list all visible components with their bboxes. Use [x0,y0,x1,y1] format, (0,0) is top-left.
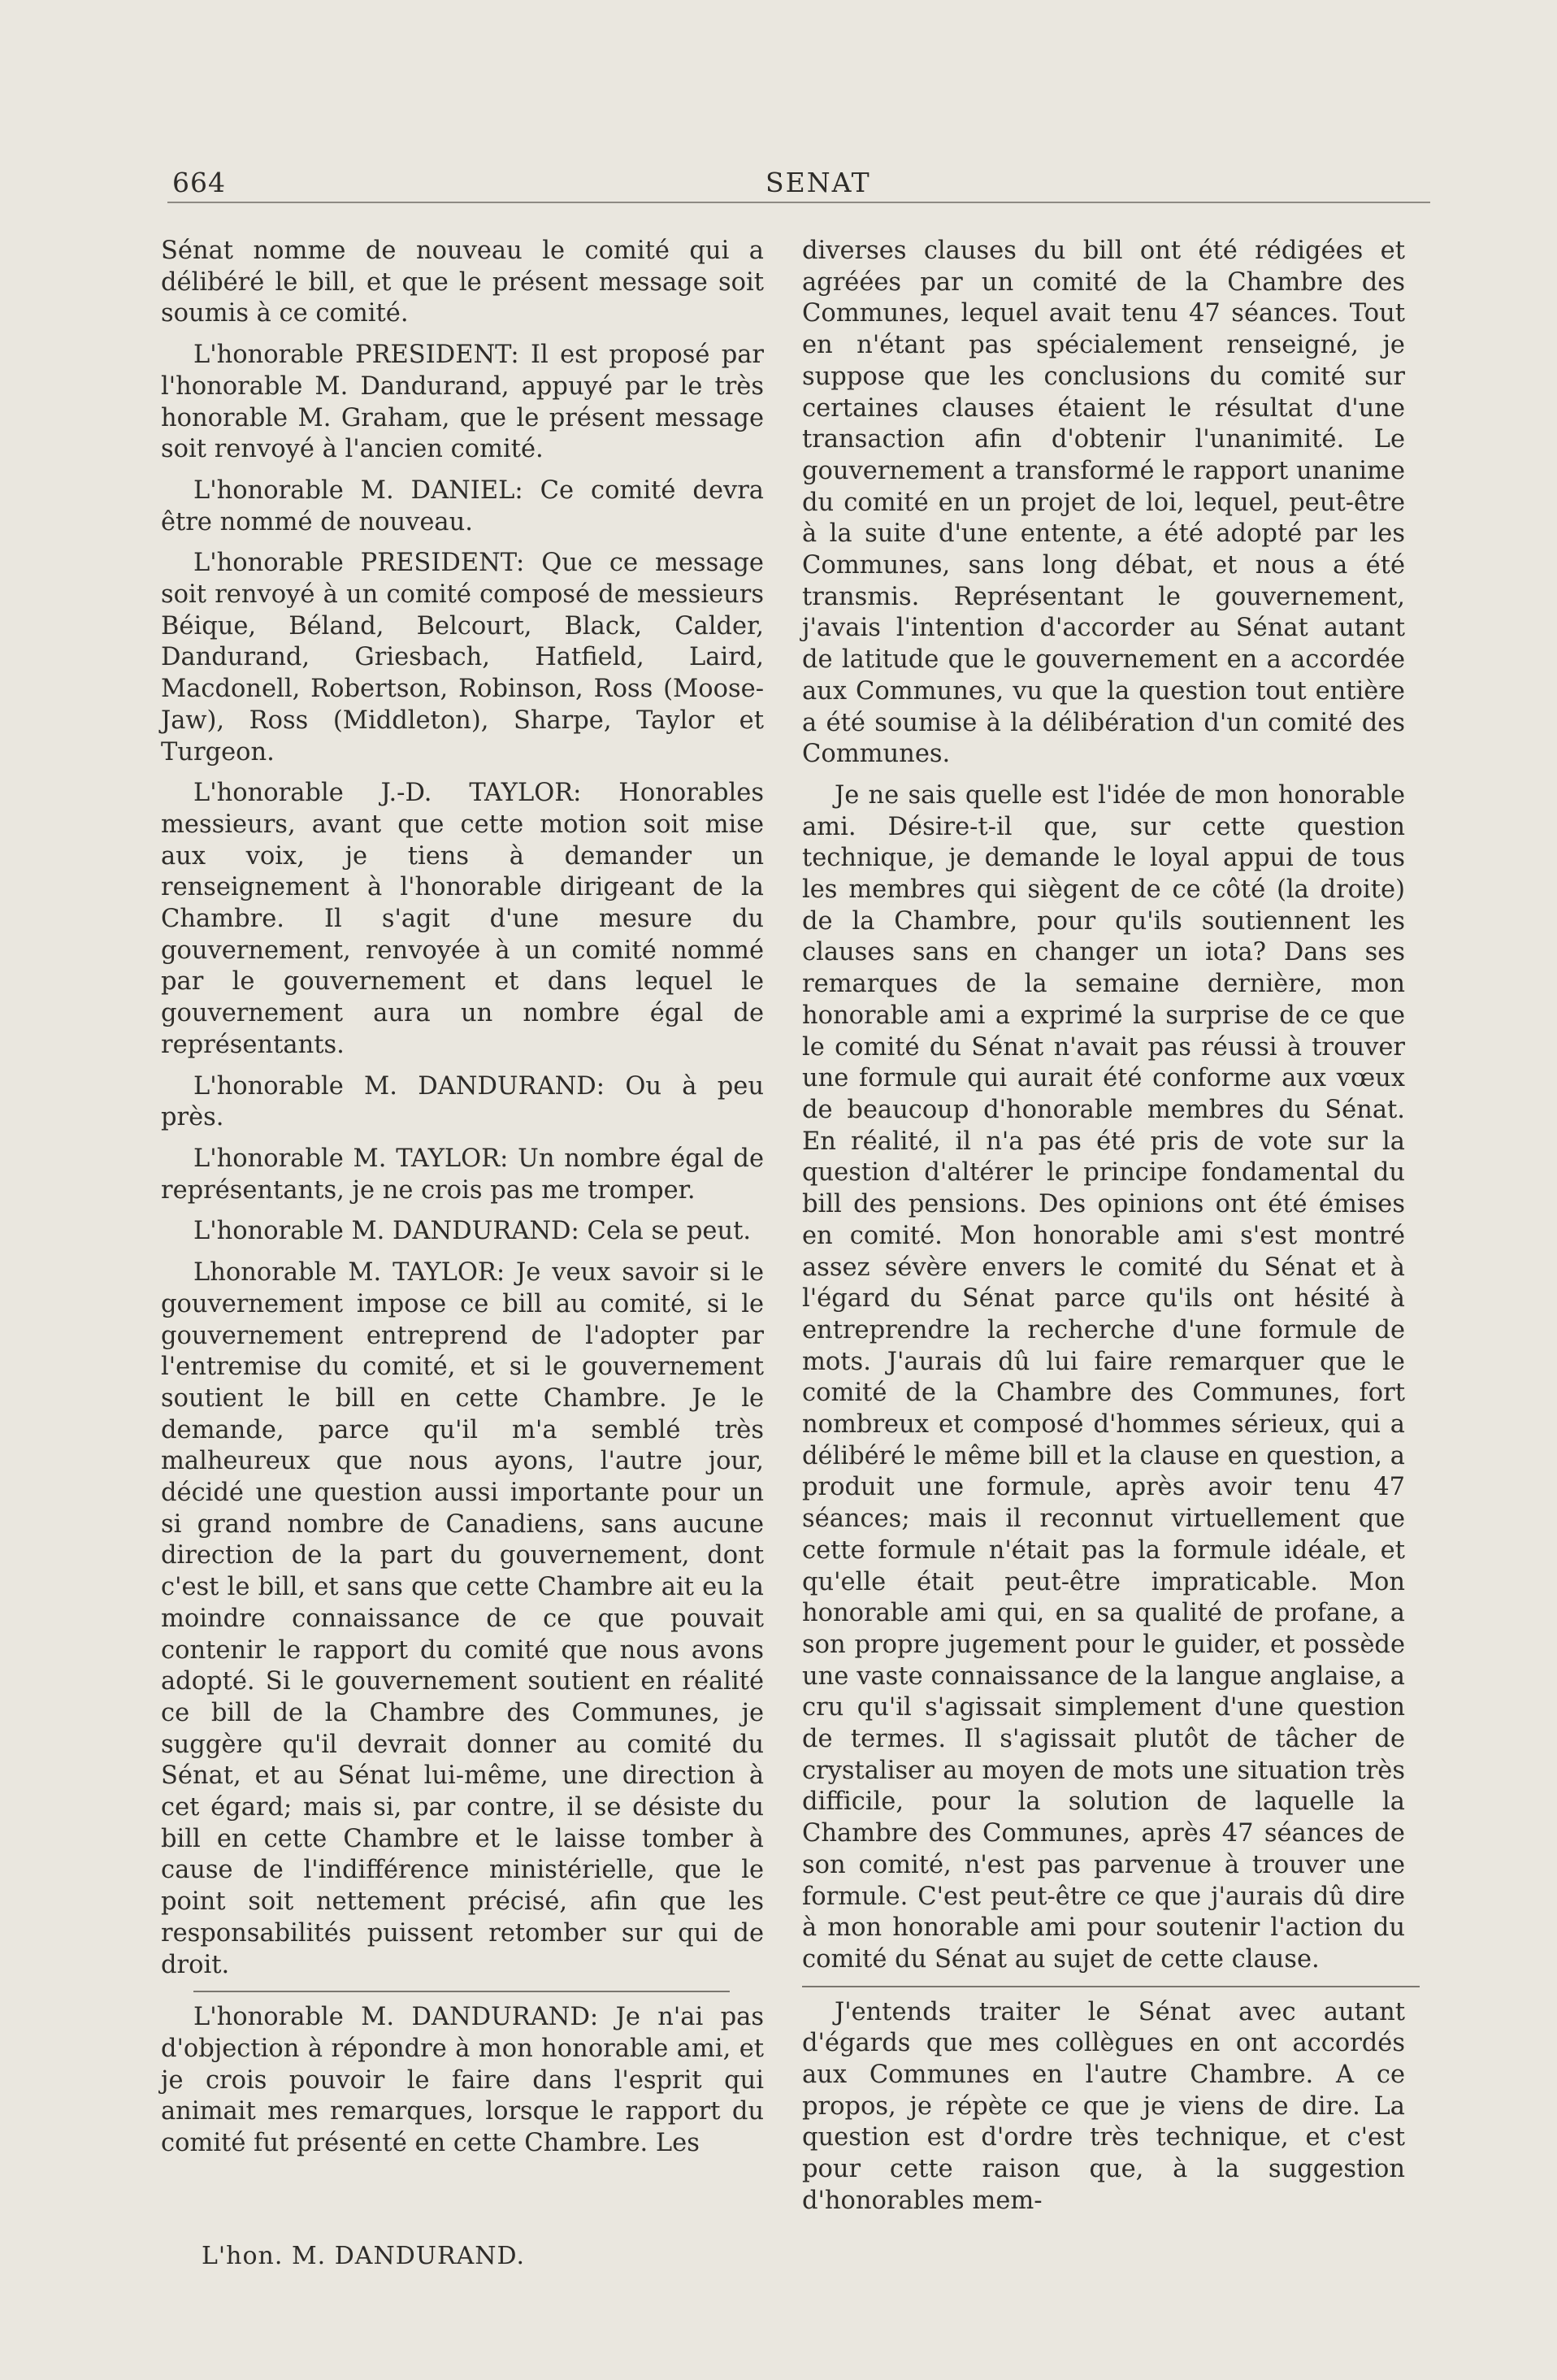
paragraph: Je ne sais quelle est l'idée de mon honorable ami. Désire-t-il que, sur cette question technique, je demande le loyal appui de tous les membres qui siègent de ce côté (la droite) de la Chambre, pour qu'ils soutiennent les clauses sans en changer un iota? Dans ses remarques de la semaine dernière, mon honorable ami a exprimé la surprise de ce que le comité du Sénat n'avait pas réussi à trouver une formule qui aurait été conforme aux vœux de beaucoup d'honorable membres du Sénat. En réalité, il n'a pas été pris de vote sur la question d'altérer le principe fondamental du bill des pensions. Des opinions ont été émises en comité. Mon honorable ami s'est montré assez sévère envers le comité du Sénat et à l'égard du Sénat parce qu'ils ont hésité à entreprendre la recherche d'une formule de mots. J'aurais dû lui faire remarquer que le comité de la Chambre des Communes, fort nombreux et composé d'hommes sérieux, qui a délibéré le même bill et la clause en question, a produit une formule, après avoir tenu 47 séances; mais il reconnut virtuellement que cette formule n'était pas la formule idéale, et qu'elle était peut-être impraticable. Mon honorable ami qui, en sa qualité de profane, a son propre jugement pour le guider, et possède une vaste connaissance de la langue anglaise, a cru qu'il s'agissait simplement d'une question de termes. Il s'agissait plutôt de tâcher de crystaliser au moyen de mots une situation très difficile, pour la solution de laquelle la Chambre des Communes, après 47 séances de son comité, n'est pas parvenue à trouver une formule. C'est peut-être ce que j'aurais dû dire à mon honorable ami pour soutenir l'action du comité du Sénat au sujet de cette clause. [802,780,1405,1974]
paragraph: diverses clauses du bill ont été rédigées et agréées par un comité de la Chambre des Communes, lequel avait tenu 47 séances. Tout en n'étant pas spécialement renseigné, je suppose que les conclusions du comité sur certaines clauses étaient le résultat d'une transaction afin d'obtenir l'unanimité. Le gouvernement a transformé le rapport unanime du comité en un projet de loi, lequel, peut-être à la suite d'une entente, a été adopté par les Communes, sans long débat, et nous a été transmis. Représentant le gouvernement, j'avais l'intention d'accorder au Sénat autant de latitude que le gouvernement en a accordée aux Communes, vu que la question tout entière a été soumise à la délibération d'un comité des Communes. [802,237,1405,769]
paragraph: J'entends traiter le Sénat avec autant d'égards que mes collègues en ont accordés aux Communes en l'autre Chambre. A ce propos, je répète ce que je viens de dire. La question est d'ordre très technique, et c'est pour cette raison que, à la suggestion d'honorables mem- [802,1997,1405,2215]
section-rule [802,1986,1420,1987]
running-head: SENAT [765,167,871,198]
paragraph: Sénat nomme de nouveau le comité qui a délibéré le bill, et que le présent message soit soumis à ce comité. [161,237,764,328]
paragraph: L'honorable PRESIDENT: Il est proposé par l'honorable M. Dandurand, appuyé par le très honorable M. Graham, que le présent message soit renvoyé à l'ancien comité. [161,341,764,464]
paragraph: Lhonorable M. TAYLOR: Je veux savoir si le gouvernement impose ce bill au comité, si le gouvernement entreprend de l'adopter par l'entremise du comité, et si le gouvernement soutient le bill en cette Chambre. Je le demande, parce qu'il m'a semblé très malheureux que nous ayons, l'autre jour, décidé une question aussi importante pour un si grand nombre de Canadiens, sans aucune direction de la part du gouvernement, dont c'est le bill, et sans que cette Chambre ait eu la moindre connaissance de ce que pouvait contenir le rapport du comité que nous avons adopté. Si le gouvernement soutient en réalité ce bill de la Chambre des Communes, je suggère qu'il devrait donner au comité du Sénat, et au Sénat lui-même, une direction à cet égard; mais si, par contre, il se désiste du bill en cette Chambre et le laisse tomber à cause de l'indifférence ministérielle, que le point soit nettement précisé, afin que les responsabilités puissent retomber sur qui de droit. [161,1258,764,1979]
paragraph: L'honorable M. TAYLOR: Un nombre égal de représentants, je ne crois pas me tromper. [161,1144,764,1205]
right-column [802,236,1405,2227]
section-rule [193,1991,730,1992]
paragraph: L'honorable PRESIDENT: Que ce message soit renvoyé à un comité composé de messieurs Béique, Béland, Belcourt, Black, Calder, Dandurand, Griesbach, Hatfield, Laird, Macdonell, Robertson, Robinson, Ross (Moose-Jaw), Ross (Middleton), Sharpe, Taylor et Turgeon. [161,549,764,767]
paragraph: L'honorable M. DANDURAND: Ou à peu près. [161,1071,764,1132]
paragraph: L'honorable M. DANDURAND: Cela se peut. [193,1217,752,1246]
paragraph: L'honorable J.-D. TAYLOR: Honorables messieurs, avant que cette motion soit mise aux voix, je tiens à demander un renseignement à l'honorable dirigeant de la Chambre. Il s'agit d'une mesure du gouvernement, renvoyée à un comité nommé par le gouvernement et dans lequel le gouvernement aura un nombre égal de représentants. [161,779,764,1059]
paragraph: L'honorable M. DANIEL: Ce comité devra être nommé de nouveau. [161,476,764,536]
left-column [161,236,764,2169]
paragraph: L'honorable M. DANDURAND: Je n'ai pas d'objection à répondre à mon honorable ami, et je crois pouvoir le faire dans l'esprit qui animait mes remarques, lorsque le rapport du comité fut présenté en cette Chambre. Les [161,2003,764,2158]
header-rule [167,202,1430,203]
speaker-footer: L'hon. M. DANDURAND. [202,2242,526,2270]
page-number: 664 [172,167,226,198]
